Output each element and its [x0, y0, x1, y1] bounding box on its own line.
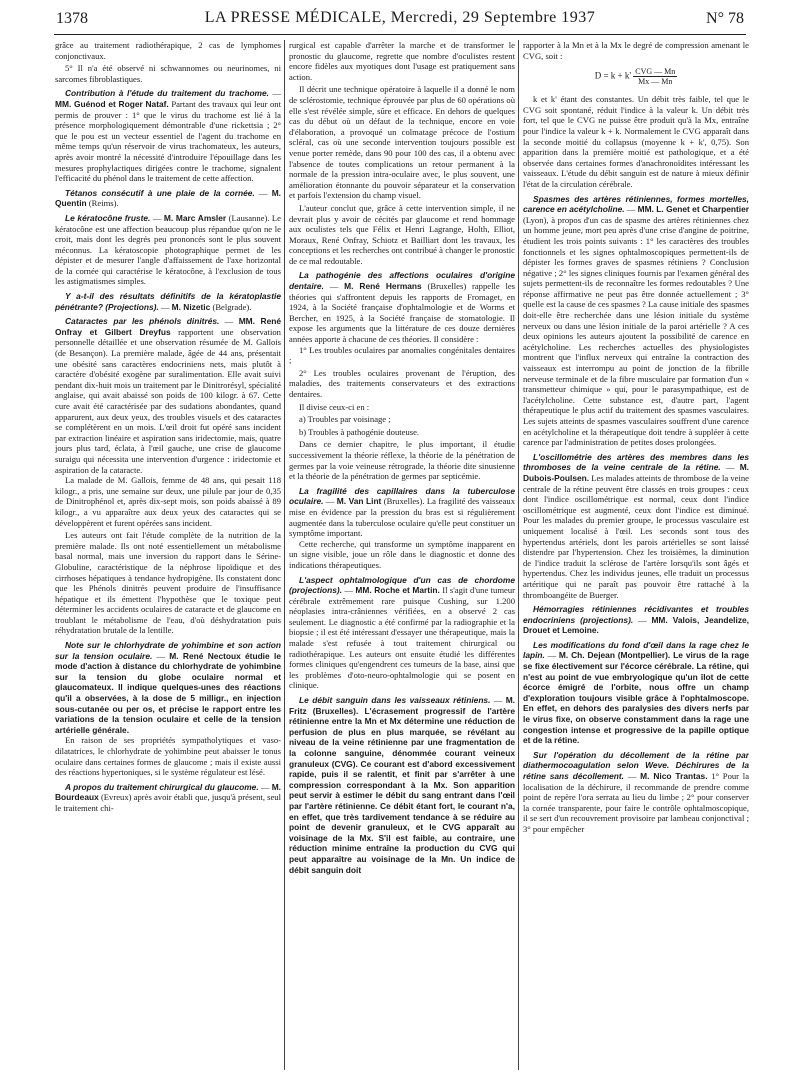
paragraph: 5° Il n'a été observé ni schwannomes ou neurinomes, ni sarcomes fibroblastiques.	[55, 63, 281, 84]
abstract-authors: M. Quentin	[55, 187, 281, 209]
column-divider	[518, 40, 519, 1070]
abstract-title: La pathogénie des affections oculaires d'origine dentaire.	[289, 270, 515, 292]
column-3	[523, 40, 749, 1076]
abstract-authors: M. Van Lint	[336, 496, 382, 507]
abstract-text: (Lyon), à propos d'un cas de spasme des artères rétiniennes chez un homme jeune, mort peu après d'une crise d'angine de poitrine, étudient les trois points suivants : 1° les caractères des troubles fonctionnels et les signes ophtalmoscopiques permettent-ils de dépister les formes graves de spasmes rétiniens ? Conclusion négative ; 2° les signes cliniques fournis par l'examen général des sujets permettent-ils de reconnaître les formes redoutables ? Une réponse affirmative ne peut pas être donnée actuellement ; 3° quelle est la cause de ces spasmes ? La cause initiale des spasmes doit-elle être recherchée dans une lésion initiale du système nerveux ou dans une lésion initiale de la paroi artérielle ? A ces deux opinions les auteurs ajoutent la possibilité de carence en acétylcholine. Les recherches actuelles des physiologistes montrent que l'influx nerveux qui entraîne la contraction des vaisseaux est interrompu au point de jonction de la fibrille nerveuse terminale et de la fibre musculaire par formation d'un « transmetteur chimique » qui, pour le parasympathique, est de l'acétylcholine. Cette substance est, d'autre part, l'agent thérapeutique le plus actif du traitement des spasmes vasculaires. Les sujets atteints de spasmes vasculaires souffrent d'une carence en acétylcholine et la thérapeutique doit tendre à suppléer à cette carence par l'administration de petites doses prolongées.	[523, 214, 749, 448]
abstract-title: Hémorragies rétiniennes récidivantes et troubles endocriniens (projections).	[523, 604, 749, 625]
abstract-text: (Bruxelles). L'écrasement progressif de l'artère rétinienne entre la Mn et Mx détermine une réduction de perfusion de plus en plus marquée, se révélant au niveau de la veine rétinienne par une fragmentation de la colonne sanguine, dénommée courant veineux granuleux (CVG). Ce courant est d'abord excessivement rapide, puis il se ralentit, et finit par s'arrêter à une compression correspondant à la Mx. Son apparition peut servir à estimer le débit du sang entrant dans l'œil par l'artère rétinienne. Ce débit étant fort, le courant n'a, en effet, que très tardivement tendance à se réduire au point de devenir granuleux, et le CVG apparaît au voisinage de la Mx. S'il est faible, au contraire, une réduction minime entraîne la production du CVG qui peut apparaître au voisinage de la Mn. Un indice de débit sanguin doit	[289, 705, 515, 875]
abstract-pathogenie: La pathogénie des affections oculaires d'origine dentaire. — M. René Hermans (Bruxelles) rappelle les théories qui s'affrontent depuis les rapports de Fromaget, en 1924, à la Société française d'ophtalmologie et de Worms et Bercher, en 1925, à la Société française de stomatologie. Il expose les arguments que la littérature de ces douze dernières années apporte à chacune de ces théories. Il considère :	[289, 270, 515, 345]
paragraph: rurgical est capable d'arrêter la marche et de transformer le pronostic du glaucome, regrette que nombre d'oculistes restent encore fidèles aux myotiques dont l'usage est pratiquement sans action.	[289, 40, 515, 82]
abstract-authors: M. Ch. Dejean	[558, 650, 615, 661]
paragraph: Il décrit une technique opératoire à laquelle il a donné le nom de sclérostomie, technique éprouvée par plus de 60 opérations où elle s'est révélée simple, sûre et efficace. En dehors de quelques cas du début où un défaut de la technique, encore en voie d'élaboration, a provoqué un colmatage précoce de l'ostium scléral, cas où une seconde intervention toujours possible est venue porter remède, dans 90 pour 100 des cas, il a obtenu avec l'absence de toutes complications un retour permanent à la normale de la pression intra-oculaire avec, le plus souvent, une amélioration étonnante du pouvoir séparateur et la conservation et parfois l'extension du champ visuel.	[289, 84, 515, 201]
formula-fraction	[633, 67, 677, 86]
abstract-yohimbine: Note sur le chlorhydrate de yohimbine et son action sur la tension oculaire. — M. René Nectoux étudie le mode d'action à distance du chlorhydrate de yohimbine sur la tension du globe oculaire normal et glaucomateux. Il indique quelques-unes des réactions qu'il a observées, à la dose de 5 milligr., en injection sous-cutanée ou per os, et précise le rapport entre les variations de la tension oculaire et celle de la tension artérielle générale.	[55, 640, 281, 735]
formula-denominator: Mx — Mn	[638, 77, 673, 87]
abstract-text: (Montpellier). Le virus de la rage se fixe électivement sur l'écorce cérébrale. La rétine, qui n'est au point de vue embryologique qu'un îlot de cette écorce émigré de l'orbite, nous offre un champ d'exploration toujours visible grâce à l'ophtalmoscope. En effet, en dehors des paralysies des divers nerfs par le virus fixe, on observe constamment dans la rage une congestion intense et progressive de la papille optique et de la rétine.	[523, 650, 749, 746]
abstract-title: Spasmes des artères rétiniennes, formes mortelles, carence en acétylcholine.	[523, 193, 749, 215]
abstract-authors: M. Bourdeaux	[55, 781, 281, 803]
page-number: 1378	[56, 10, 88, 27]
abstract-title: Cataractes par les phénols dinitrés.	[65, 316, 220, 327]
abstract-authors: M. Nico Trantas.	[640, 771, 708, 781]
formula	[523, 67, 749, 86]
abstract-authors: M. René Hermans	[344, 281, 422, 292]
abstract-spasmes: Spasmes des artères rétiniennes, formes mortelles, carence en acétylcholine. — MM. L. Genet et Charpentier (Lyon), à propos d'un cas de spasme des artères rétiniennes chez un homme jeune, mort peu après d'une crise d'angine de poitrine, étudient les trois points suivants : 1° les caractères des troubles fonctionnels et les signes ophtalmoscopiques permettent-ils de dépister les formes graves de spasmes rétiniens ? Conclusion négative ; 2° les signes cliniques fournis par l'examen général des sujets permettent-ils de reconnaître les formes redoutables ? Une réponse affirmative ne peut pas être donnée actuellement ; 3° quelle est la cause de ces spasmes ? La cause initiale des spasmes doit-elle être recherchée dans une lésion initiale du système nerveux ou dans une lésion initiale de la paroi artérielle ? A ces deux opinions les auteurs ajoutent la possibilité de carence en acétylcholine. Les recherches actuelles des physiologistes montrent que l'influx nerveux qui entraîne la contraction des vaisseaux est interrompu au point de jonction de la fibrille nerveuse terminale et de la fibre musculaire par formation d'un « transmetteur chimique » qui, pour le parasympathique, est de l'acétylcholine. Cette substance est, d'autre part, l'agent thérapeutique le plus actif du traitement des spasmes vasculaires. Les sujets atteints de spasmes vasculaires souffrent d'une carence en acétylcholine et la thérapeutique doit tendre à suppléer à cette carence par l'administration de petites doses prolongées.	[523, 193, 749, 448]
abstract-authors: M. René Nectoux	[169, 650, 241, 661]
list-item: a) Troubles par voisinage ;	[299, 414, 391, 425]
abstract-text: Partant des travaux qui leur ont permis de prouver : 1° que le virus du trachome est lié à la présence morphologiquement démontrable d'une rickettsia ; 2° que le pou est un vecteur essentiel de l'agent du trachome en même temps qu'un réservoir de virus trachomateux, les auteurs, après avoir montré la nécessité d'introduire l'épouillage dans les mesures prophylactiques dirigées contre le trachome, signalent l'efficacité du phénol dans le traitement de cette affection.	[55, 98, 281, 184]
abstract-text: (Reims).	[88, 198, 119, 209]
list-item: 1° Les troubles oculaires par anomalies congénitales dentaires ;	[289, 344, 515, 366]
list-item: 2° Les troubles oculaires provenant de l'éruption, des maladies, des traitements conservateurs et des extractions dentaires.	[289, 367, 515, 399]
abstract-title: La fragilité des capillaires dans la tuberculose oculaire.	[289, 485, 515, 507]
abstract-glaucome: A propos du traitement chirurgical du glaucome. — M. Bourdeaux (Evreux) après avoir établi que, jusqu'à présent, seul le traitement chi-	[55, 781, 281, 813]
abstract-text: (Lausanne). Le kératocône est une affection beaucoup plus répandue qu'on ne le croit, mais dont les degrés peu prononcés sont le plus souvent méconnus. La kératoscopie photographique permet de les dépister et de mesurer l'angle d'affaissement de l'axe horizontal de la cornée qui caractérise le kératocône, à l'exclusion de tous les astigmatismes simples.	[55, 212, 281, 287]
abstract-text: (Evreux) après avoir établi que, jusqu'à présent, seul le traitement chi-	[55, 792, 281, 813]
formula-numerator: CVG — Mn	[635, 67, 676, 77]
abstract-title: Les modifications du fond d'œil dans la rage chez le lapin.	[523, 639, 749, 661]
abstract-rage: Les modifications du fond d'œil dans la rage chez le lapin. — M. Ch. Dejean (Montpellier). Le virus de la rage se fixe électivement sur l'écorce cérébrale. La rétine, qui n'est au point de vue embryologique qu'un îlot de cette écorce émigré de l'orbite, nous offre un champ d'exploration toujours visible grâce à l'ophtalmoscope. En effet, en dehors des paralysies des divers nerfs par le virus fixe, on observe constamment dans la rage une congestion intense et progressive de la papille optique et de la rétine.	[523, 639, 749, 746]
journal-title: LA PRESSE MÉDICALE, Mercredi, 29 Septembre 1937	[204, 9, 596, 26]
abstract-authors: M. Dubois-Poulsen.	[523, 462, 749, 483]
column-divider	[284, 40, 285, 1070]
abstract-title: Sur l'opération du décollement de la rétine par diathermocoagulation selon Weve. Déchirures de la rétine sans décollement.	[523, 749, 749, 781]
column-1	[55, 40, 281, 1076]
abstract-cataractes: Cataractes par les phénols dinitrés. — MM. René Onfray et Gilbert Dreyfus rapportent une observation personnelle détaillée et une observation résumée de M. Gallois (de Besançon). La première malade, âgée de 44 ans, présentait une obésité sans caractères endocriniens nets, mais plutôt à caractère d'obésité exogène par suralimentation. Elle avait suivi pendant dix-huit mois un traitement par le Dinitrorésyl, spécialité anglaise, qui avait abaissé son poids de 100 kilogr. à 67. Cette cure avait été caractérisée par des sudations abondantes, quand apparurent, aux deux yeux, des troubles visuels et des cataractes se complétèrent en un mois. L'œil droit fut opéré sans incident par extraction linéaire et aspiration sans iridectomie, mais, quatre jours plus tard, éclata, à l'œil gauche, une crise de glaucome suraigu qui nécessita une intervention d'urgence : iridectomie et aspiration de la cataracte.	[55, 316, 281, 475]
list-item: Il divise ceux-ci en :	[299, 401, 370, 412]
abstract-text: (Belgrade).	[212, 301, 252, 312]
abstract-authors: MM. René Onfray et Gilbert Dreyfus	[55, 316, 281, 337]
abstract-hemorragies: Hémorragies rétiniennes récidivantes et troubles endocriniens (projections). — MM. Valois, Jeandelize, Drouet et Lemoine.	[523, 604, 749, 636]
paragraph: rapporter à la Mn et à la Mx le degré de compression amenant le CVG, soit :	[523, 40, 749, 61]
abstract-text: Les malades atteints de thrombose de la veine centrale de la rétine peuvent être classés en trois groupes : ceux dont l'indice oscillométrique est normal, ceux dont l'indice oscillométrique est augmenté, ceux dont l'indice est diminué. Pour les malades du premier groupe, le processus vasculaire est uniquement localisé à l'œil. Les seconds sont tous des hypertendus artériels, dont les parois artérielles se sont laissé distendre par l'hypertension. Chez les troisièmes, la diminution de l'indice traduit la sclérose de l'artère lorsqu'ils sont âgés et hypertendus. Chez les individus jeunes, elle traduit un processus artéritique qui ne paraît pas pouvoir être rattaché à la thromboangéite de Buerger.	[523, 472, 749, 600]
paragraph: k et k' étant des constantes. Un débit très faible, tel que le CVG soit spontané, réduit l'indice à la valeur k. Un débit très fort, tel que le CVG ne puisse être produit qu'à la Mx, entraîne pour l'indice la valeur k + k. Normalement le CVG apparaît dans la seconde moitié du collapsus (moyenne k + k', 0,75). Son apparition dans la première moitié est pathologique, et a été observée dans certaines formes d'anachronoïdites intéressant les vaisseaux. L'étude du débit sanguin est de nature à mieux définir l'état de la circulation cérébrale.	[523, 94, 749, 189]
paragraph: L'auteur conclut que, grâce à cette intervention simple, il ne devrait plus y avoir de cécités par glaucome et rend hommage aux oculistes tels que Félix et Henri Lagrange, Holth, Elliot, Moraux, René Onfray, Schiotz et Bailliart dont les travaux, les conceptions et les recherches ont contribué à changer le pronostic de ce mal redoutable.	[289, 202, 515, 266]
abstract-authors: M. Fritz	[289, 695, 515, 716]
abstract-authors: MM. L. Genet et Charpentier	[637, 204, 749, 215]
paragraph: Les auteurs ont fait l'étude complète de la nutrition de la première malade. Ils ont noté essentiellement un métabolisme basal normal, mais une inversion du rapport dans le Sérine-Globuline, caractéristique de la néphrose lipoïdique et des cirrhoses hépatiques à tendance hydropigène. Ils constatent donc que les Phénols dinitrés peuvent produire de l'insuffisance hépatique et ils émettent l'hypothèse que le toxique peut déterminer les accidents oculaires de cataracte et de glaucome en troublant le métabolisme de l'eau, d'où déshydratation puis réhydratation brutale de la lentille.	[55, 530, 281, 636]
abstract-debit-sanguin: Le débit sanguin dans les vaisseaux rétiniens. — M. Fritz (Bruxelles). L'écrasement progressif de l'artère rétinienne entre la Mn et Mx détermine une réduction de perfusion de plus en plus marquée, se révélant au niveau de la veine rétinienne par une fragmentation de la colonne sanguine, dénommée courant veineux granuleux (CVG). Ce courant est d'abord excessivement rapide, puis il se ralentit, et finit par s'arrêter à une compression correspondant à la Mx. Son apparition peut servir à estimer le débit du sang entrant dans l'œil par l'artère rétinienne. Ce débit étant fort, le courant n'a, en effet, que très tardivement tendance à se réduire au point de devenir granuleux, et le CVG apparaît au voisinage de la Mx. S'il est faible, au contraire, une réduction minime entraîne la production du CVG qui peut apparaître au voisinage de la Mn. Un indice de débit sanguin doit	[289, 695, 515, 875]
paragraph: grâce au traitement radiothérapique, 2 cas de lymphomes conjonctivaux.	[55, 40, 281, 61]
abstract-text: Il s'agit d'une tumeur cérébrale extrêmement rare puisque Cushing, sur 1.200 néoplasies intra-crâniennes vérifiées, en a observé 2 cas seulement. Le diagnostic a été confirmé par la radiographie et la biopsie ; il est été intéressant d'essayer une thérapeutique, mais la malade s'est refusée à tout traitement chirurgical ou radiothérapique. Les auteurs ont ensuite étudié les différentes formes cliniques qu'engendrent ces tumeurs de la base, ainsi que les problèmes d'oto-neuro-ophtalmologie qui se posent en clinique.	[289, 585, 515, 691]
abstract-authors: M. Nizetic	[171, 301, 211, 312]
issue-number: N° 78	[706, 10, 744, 27]
abstract-authors: MM. Roche et Martin.	[355, 585, 440, 596]
abstract-text: étudie le mode d'action à distance du chlorhydrate de yohimbine sur la tension du globe oculaire normal et glaucomateux. Il indique quelques-unes des réactions qu'il a observées, à la dose de 5 milligr., en injection sous-cutanée ou per os, et précise le rapport entre les variations de la tension oculaire et celle de la tension artérielle générale.	[55, 650, 281, 735]
page-header	[0, 0, 800, 40]
list-item: b) Troubles à pathogénie douteuse.	[299, 426, 420, 437]
abstract-authors: M. Marc Amsler	[163, 212, 227, 223]
paragraph: En raison de ses propriétés sympatholytiques et vaso-dilatatrices, le chlorhydrate de yohimbine peut abaisser le tonus oculaire dans certaines formes de glaucome ; mais il existe aussi des réactions hypertoniques, si le système régulateur est lésé.	[55, 735, 281, 778]
abstract-text: rapportent une observation personnelle détaillée et une observation résumée de M. Gallois (de Besançon). La première malade, âgée de 44 ans, présentait une obésité sans caractères endocriniens nets, mais plutôt à caractère d'obésité exogène par suralimentation. Elle avait suivi pendant dix-huit mois un traitement par le Dinitrorésyl, spécialité anglaise, qui avait abaissé son poids de 100 kilogr. à 67. Cette cure avait été caractérisée par des sudations abondantes, quand apparurent, aux deux yeux, des troubles visuels et des cataractes se complétèrent en un mois. L'œil droit fut opéré sans incident par extraction linéaire et aspiration sans iridectomie, mais, quatre jours plus tard, éclata, à l'œil gauche, une crise de glaucome suraigu qui nécessita une intervention d'urgence : iridectomie et aspiration de la cataracte.	[55, 326, 281, 475]
paragraph: Cette recherche, qui transforme un symptôme inapparent en un signe visible, joue un rôle dans le diagnostic et donne des indications thérapeutiques.	[289, 538, 515, 570]
abstract-title: Tétanos consécutif à une plaie de la cornée.	[65, 187, 255, 198]
abstract-text: 1° Pour la localisation de la déchirure, il recommande de prendre comme point de repère l'ora serrata au lieu du limbe ; 2° pour conserver la cornée transparente, pour faire le contrôle ophtalmoscopique, il se sert d'un recouvrement provisoire par lambeau conjonctival ; 3° pour empêcher	[523, 771, 749, 834]
abstract-title: Le kératocône fruste.	[65, 212, 151, 223]
paragraph: La malade de M. Gallois, femme de 48 ans, qui pesait 118 kilogr., a pris, une semaine sur deux, une pilule par jour de 0,35 de Dinitrophénol et, après dix-sept mois, son poids abaissé à 89 kilogr., a vu apparaître aux deux yeux des cataractes qui se développèrent et furent opérées sans incident.	[55, 475, 281, 528]
abstract-text: (Bruxelles) rappelle les théories qui s'affrontent depuis les rapports de Fromaget, en 1924, à la Société française d'ophtalmologie et de Worms et Bercher, en 1925, à la Société française de stomatologie. Il expose les arguments que la littérature de ces douze dernières années apporte à chacune de ces théories. Il considère :	[289, 281, 515, 345]
abstract-title: Contribution à l'étude du traitement du trachome.	[65, 88, 269, 99]
abstract-trachome: Contribution à l'étude du traitement du trachome. — MM. Guénod et Roger Nataf. Partant des travaux qui leur ont permis de prouver : 1° que le virus du trachome est lié à la présence morphologiquement démontrable d'une rickettsia ; 2° que le pou est un vecteur essentiel de l'agent du trachome en même temps qu'un réservoir de virus trachomateux, les auteurs, après avoir montré la nécessité d'introduire l'épouillage dans les mesures prophylactiques dirigées contre le trachome, signalent l'efficacité du phénol dans le traitement de cette affection.	[55, 88, 281, 184]
abstract-oscillometrie: L'oscillométrie des artères des membres dans les thromboses de la veine centrale de la rétine. — M. Dubois-Poulsen. Les malades atteints de thrombose de la veine centrale de la rétine peuvent être classés en trois groupes : ceux dont l'indice oscillométrique est normal, ceux dont l'indice oscillométrique est augmenté, ceux dont l'indice est diminué. Pour les malades du premier groupe, le processus vasculaire est uniquement localisé à l'œil. Les seconds sont tous des hypertendus artériels, dont les parois artérielles se sont laissé distendre par l'hypertension. Chez les troisièmes, la diminution de l'indice traduit la sclérose de l'artère lorsqu'ils sont âgés et hypertendus. Chez les individus jeunes, elle traduit un processus artéritique qui ne paraît pas pouvoir être rattaché à la thromboangéite de Buerger.	[523, 451, 749, 600]
abstract-title: L'oscillométrie des artères des membres dans les thromboses de la veine centrale de la rétine.	[523, 451, 749, 473]
abstract-chordome: L'aspect ophtalmologique d'un cas de chordome (projections). — MM. Roche et Martin. Il s'agit d'une tumeur cérébrale extrêmement rare puisque Cushing, sur 1.200 néoplasies intra-crâniennes vérifiées, en a observé 2 cas seulement. Le diagnostic a été confirmé par la radiographie et la biopsie ; il est été intéressant d'essayer une thérapeutique, mais la malade s'est refusée à tout traitement chirurgical ou radiothérapique. Les auteurs ont ensuite étudié les différentes formes cliniques qu'engendrent ces tumeurs de la base, ainsi que les problèmes d'oto-neuro-ophtalmologie qui se posent en clinique.	[289, 574, 515, 691]
abstract-authors: MM. Guénod et Roger Nataf.	[55, 98, 169, 109]
abstract-title: Y a-t-il des résultats définitifs de la kératoplastie pénétrante? (Projections).	[55, 291, 281, 312]
abstract-text: (Bruxelles). La fragilité des vaisseaux mise en évidence par la pression du bras est si régulièrement augmentée dans la tuberculose oculaire qu'elle peut constituer un symptôme important.	[289, 496, 515, 539]
abstract-authors: MM. Valois, Jeandelize, Drouet et Lemoine.	[523, 614, 749, 636]
abstract-title: Note sur le chlorhydrate de yohimbine et son action sur la tension oculaire.	[55, 640, 281, 661]
column-2	[289, 40, 515, 1076]
header-rule	[54, 34, 746, 35]
formula-lhs: D = k + k'	[594, 70, 631, 81]
paragraph: Dans ce dernier chapitre, le plus important, il étudie successivement la théorie réflexe, la théorie de la pénétration de germes par la voie veineuse rétrograde, la théorie dite sinusienne et la théorie de la pénétration de germes par septicémie.	[289, 439, 515, 482]
abstract-tetanos: Tétanos consécutif à une plaie de la cornée. — M. Quentin (Reims).	[55, 187, 281, 209]
abstract-keratocone: Le kératocône fruste. — M. Marc Amsler (Lausanne). Le kératocône est une affection beaucoup plus répandue qu'on ne le croit, mais dont les degrés peu prononcés sont le plus souvent méconnus. La kératoscopie photographique permet de les dépister et de mesurer l'angle d'affaissement de l'axe horizontal de la cornée qui caractérise le kératocône, à l'exclusion de tous les astigmatismes simples.	[55, 212, 281, 287]
abstract-title: L'aspect ophtalmologique d'un cas de chordome (projections).	[289, 574, 515, 596]
abstract-capillaires: La fragilité des capillaires dans la tuberculose oculaire. — M. Van Lint (Bruxelles). La fragilité des vaisseaux mise en évidence par la pression du bras est si régulièrement augmentée dans la tuberculose oculaire qu'elle peut constituer un symptôme important.	[289, 485, 515, 539]
abstract-keratoplastie: Y a-t-il des résultats définitifs de la kératoplastie pénétrante? (Projections). — M. Nizetic (Belgrade).	[55, 291, 281, 312]
abstract-title: A propos du traitement chirurgical du glaucome.	[65, 781, 259, 792]
abstract-title: Le débit sanguin dans les vaisseaux rétiniens.	[299, 695, 491, 706]
abstract-decollement: Sur l'opération du décollement de la rétine par diathermocoagulation selon Weve. Déchirures de la rétine sans décollement. — M. Nico Trantas. 1° Pour la localisation de la déchirure, il recommande de prendre comme point de repère l'ora serrata au lieu du limbe ; 2° pour conserver la cornée transparente, pour faire le contrôle ophtalmoscopique, il se sert d'un recouvrement provisoire par lambeau conjonctival ; 3° pour empêcher	[523, 749, 749, 834]
